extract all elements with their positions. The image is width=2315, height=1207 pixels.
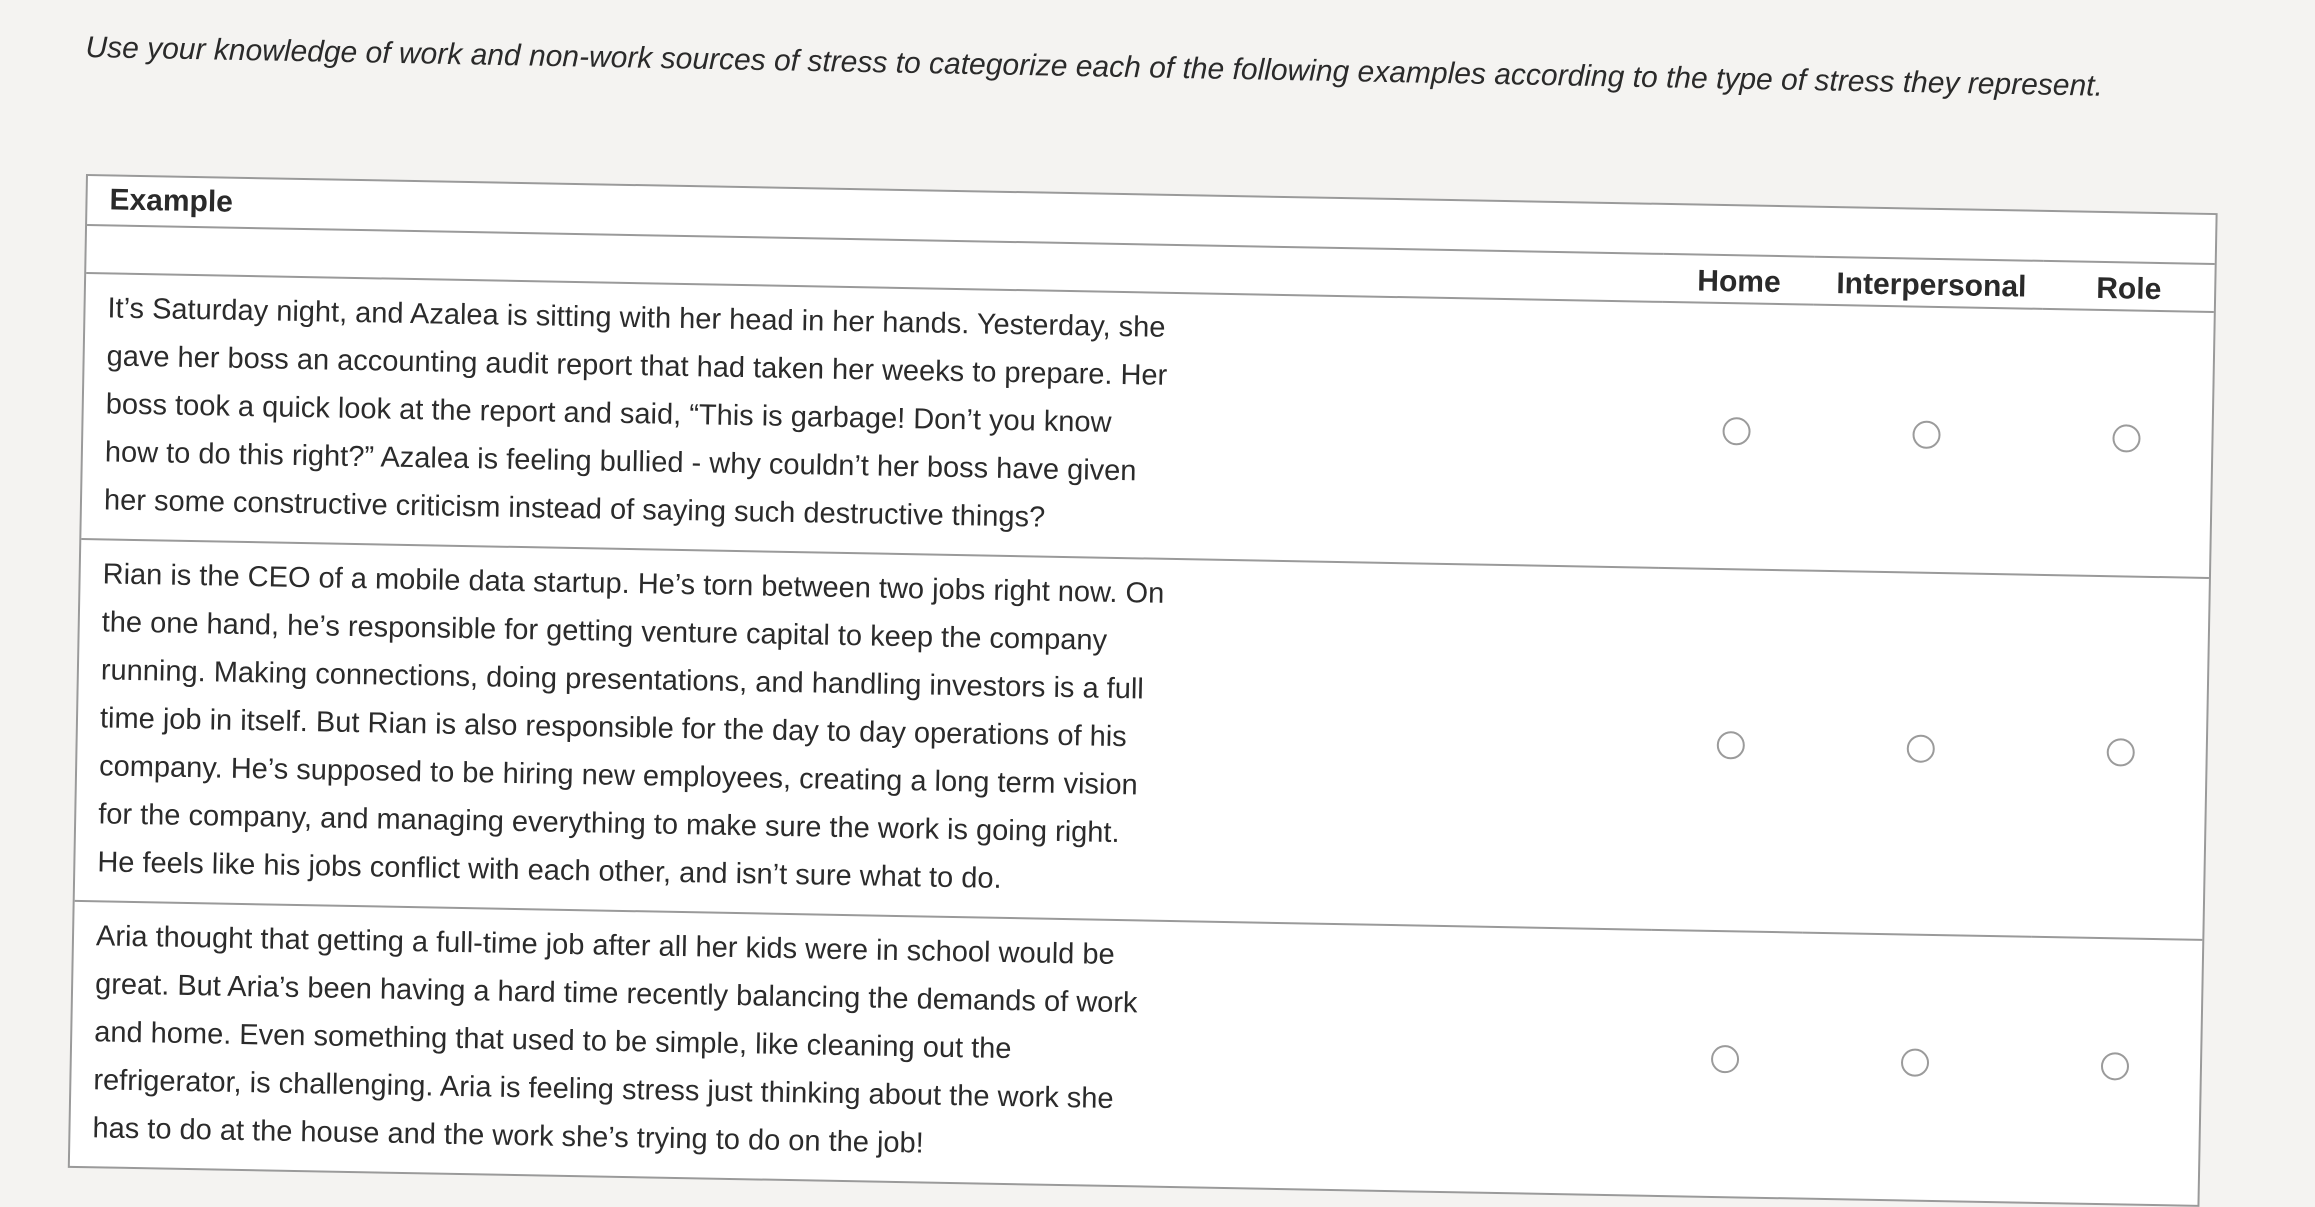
radio-role-row-2[interactable] <box>2106 738 2135 767</box>
categorization-table <box>68 174 2218 1207</box>
radio-interpersonal-row-2[interactable] <box>1906 734 1935 763</box>
radio-cell <box>1647 930 1803 1198</box>
radio-interpersonal-row-1[interactable] <box>1912 421 1941 450</box>
radio-cell <box>2031 575 2208 940</box>
radio-role-row-3[interactable] <box>2100 1052 2129 1081</box>
radio-cell <box>2027 937 2203 1205</box>
table-row <box>75 539 2209 940</box>
table-row <box>70 901 2202 1205</box>
radio-home-row-2[interactable] <box>1716 731 1745 760</box>
radio-cell <box>1798 933 2032 1202</box>
radio-cell <box>1652 568 1809 933</box>
example-text-azalea: It’s Saturday night, and Azalea is sitting with her head in her hands. Yesterday, she gave her boss an accounting audit report that had taken her weeks to prepare. Her boss took a quick look at the report and said, “This is garbage! Don’t you know how to do this right?” Azalea is feeling bullied - why couldn’t her boss have given her some constructive criticism instead of saying such destructive things? <box>81 273 1663 568</box>
role-column-header: Role <box>2043 261 2215 312</box>
radio-cell <box>1658 302 1814 571</box>
radio-home-row-3[interactable] <box>1711 1045 1740 1074</box>
radio-cell <box>2038 309 2214 578</box>
example-column-header: Example <box>87 176 2216 264</box>
example-text-rian: Rian is the CEO of a mobile data startup. He’s torn between two jobs right now. On the one hand, he’s responsible for getting venture capital to keep the company running. Making connections, doing presentations, and handling investors is a full time job in itself. But Rian is also responsible for the day to day operations of his company. He’s supposed to be hiring new employees, creating a long term vision for the company, and managing everything to make sure the work is going right. He feels like his jobs conflict with each other, and isn’t sure what to do. <box>75 539 1659 930</box>
radio-cell <box>1802 571 2038 937</box>
home-column-header: Home <box>1663 254 1815 305</box>
table-row <box>81 273 2214 578</box>
radio-interpersonal-row-3[interactable] <box>1900 1048 1929 1077</box>
radio-home-row-1[interactable] <box>1722 417 1751 446</box>
instructions-text: Use your knowledge of work and non-work sources of stress to categorize each of the following examples according to the type of stress they represent. <box>85 30 2104 103</box>
example-text-aria: Aria thought that getting a full-time job after all her kids were in school would be great. But Aria’s been having a hard time recently balancing the demands of work and home. Even something that used to be simple, like cleaning out the refrigerator, is challenging. Aria is feeling stress just thinking about the work she has to do at the house and the work she’s trying to do on the job! <box>92 920 1138 1160</box>
radio-cell <box>1809 305 2043 575</box>
radio-role-row-1[interactable] <box>2112 424 2141 453</box>
interpersonal-column-header: Interpersonal <box>1814 257 2044 309</box>
